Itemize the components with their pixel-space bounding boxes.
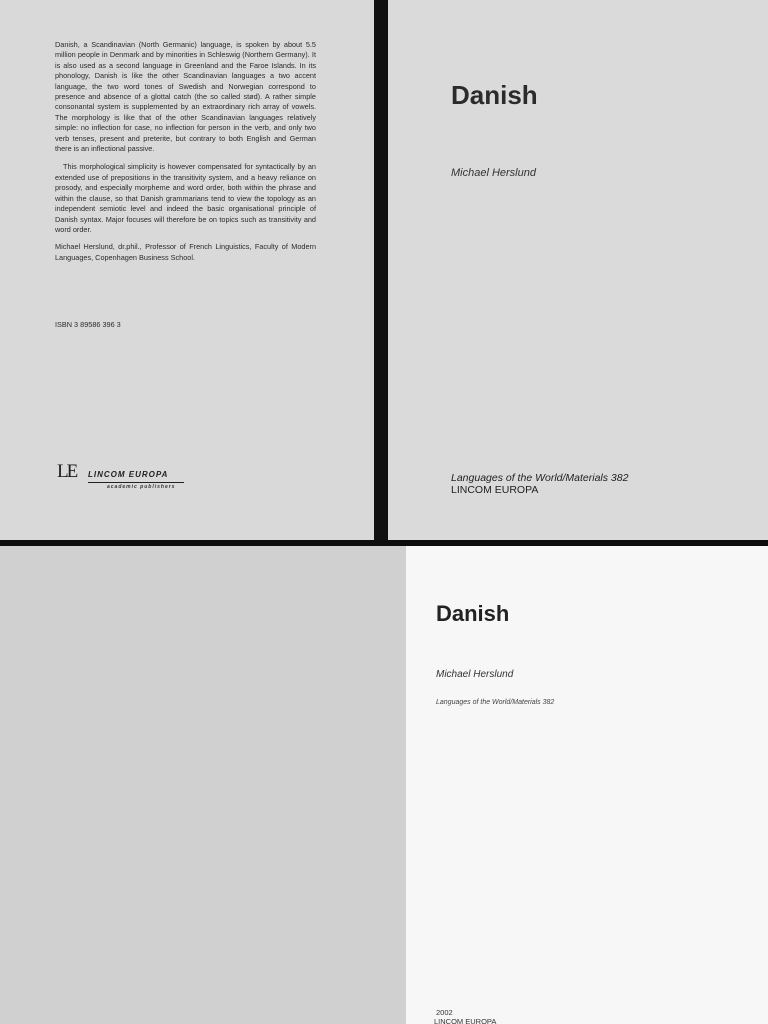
cover-publisher: LINCOM EUROPA (451, 484, 539, 496)
cover-title: Danish (451, 80, 538, 110)
author-bio: Michael Herslund, dr.phil., Professor of French Linguistics, Faculty of Modern Languages, Copenhagen Business School. (55, 242, 316, 262)
publisher-logo (57, 461, 176, 490)
title-page-author: Michael Herslund (436, 669, 514, 680)
publisher-logo-mark: LE (57, 461, 77, 482)
back-cover (0, 0, 374, 540)
cover-series: Languages of the World/Materials 382 (451, 472, 629, 484)
title-page-year: 2002 (436, 1008, 453, 1017)
spine-gap (374, 0, 388, 540)
publisher-logo-name: LINCOM EUROPA (88, 470, 169, 479)
title-page-series: Languages of the World/Materials 382 (436, 699, 555, 706)
blank-page (0, 546, 406, 1024)
blurb-paragraph-1: Danish, a Scandinavian (North Germanic) language, is spoken by about 5.5 million people in Denmark and by minorities in Schleswig (Northern Germany). It is also used as a second language in Greenland and the Faroe Islands. In its phonology, Danish is like the other Scandinavian languages a two accent language, the two word tones of Swedish and Norwegian correspond to presence and absence of a glottal catch (the so called stød). A rather simple consonantal system is supplemented by an extraordinary rich array of vowels. The morphology is like that of the other Scandinavian languages relatively simple: no inflection for case, no inflection for person in the verb, and only two verb tenses, present and preterite, but contrary to both English and German there is an inflectional passive. (55, 40, 316, 154)
publisher-logo-subtitle: academic publishers (107, 484, 176, 490)
title-page-publisher: LINCOM EUROPA (434, 1017, 497, 1024)
back-cover-blurb (55, 40, 316, 263)
isbn: ISBN 3 89586 396 3 (55, 320, 121, 329)
cover-author: Michael Herslund (451, 167, 536, 179)
title-page-title: Danish (436, 601, 510, 626)
front-cover (388, 0, 768, 540)
title-page (406, 546, 768, 1024)
logo-rule (88, 482, 184, 483)
blurb-paragraph-2: This morphological simplicity is however compensated for syntactically by an extended use of prepositions in the transitivity system, and a heavy reliance on prosody, and especially morpheme and word order, both within the phrase and within the clause, so that Danish grammarians tend to view the topology as an independent semiotic level and indeed the basic organisational principle of Danish syntax. Major focuses will therefore be on topics such as transitivity and word order. (55, 162, 316, 234)
